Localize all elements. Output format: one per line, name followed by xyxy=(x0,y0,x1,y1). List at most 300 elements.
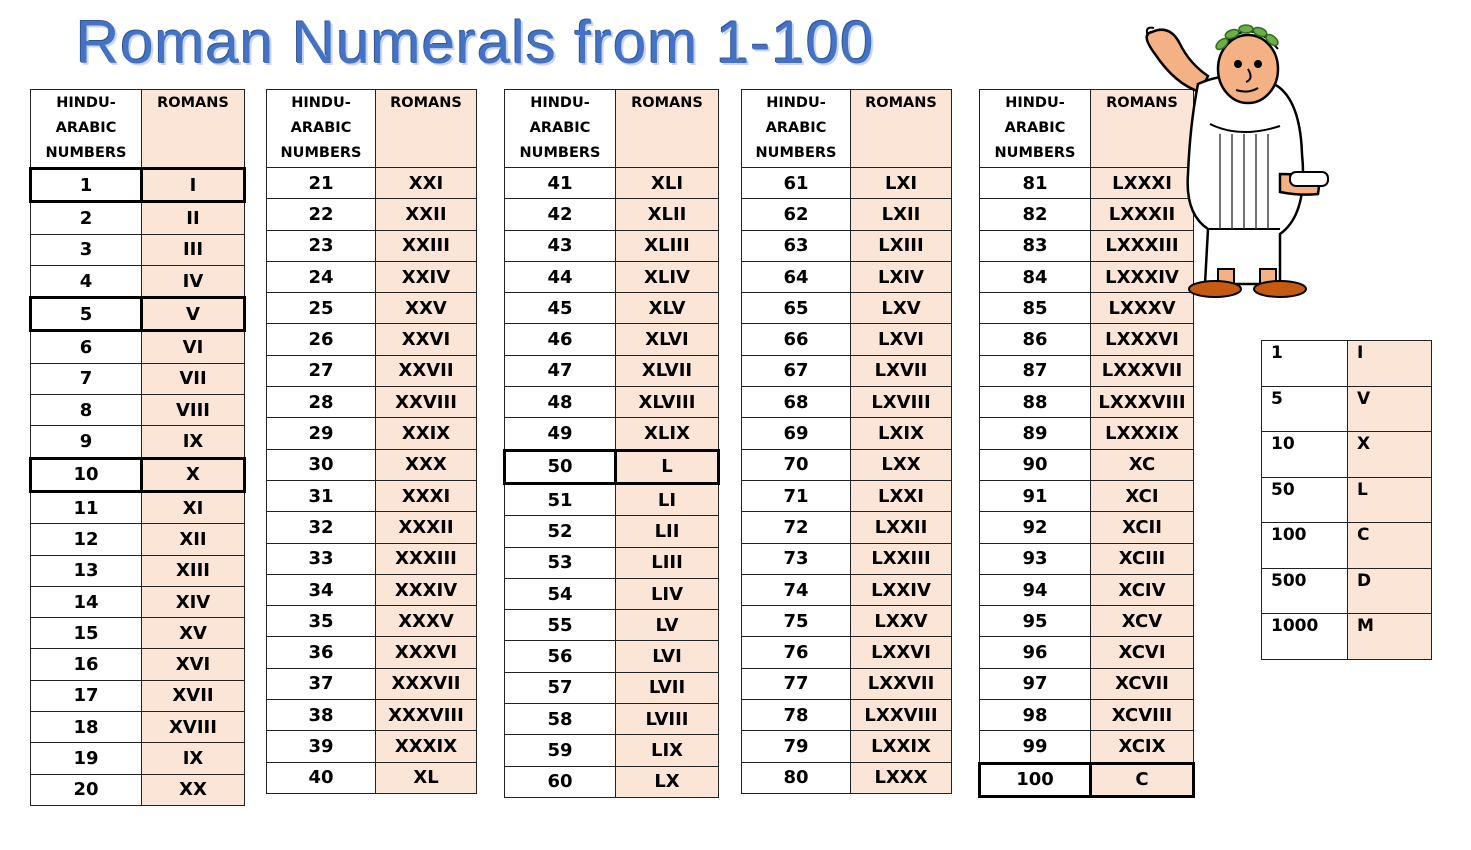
table-row xyxy=(267,199,477,230)
roman-cell: LV xyxy=(616,610,719,641)
arabic-cell: 14 xyxy=(31,586,142,617)
arabic-cell: 64 xyxy=(742,261,851,292)
roman-cell: I xyxy=(142,169,245,202)
roman-cell: XVII xyxy=(142,680,245,711)
roman-cell: XIV xyxy=(142,586,245,617)
roman-cell: XLV xyxy=(616,293,719,324)
arabic-cell: 91 xyxy=(980,480,1091,511)
roman-cell: XVIII xyxy=(142,712,245,743)
roman-cell: LXXVIII xyxy=(851,700,952,731)
table-row xyxy=(505,418,719,450)
table-row xyxy=(742,574,952,605)
arabic-cell: 97 xyxy=(980,668,1091,699)
roman-cell: XXX xyxy=(376,449,477,480)
arabic-cell: 16 xyxy=(31,649,142,680)
table-row xyxy=(742,324,952,355)
key-roman-cell: C xyxy=(1348,523,1432,569)
arabic-cell: 52 xyxy=(505,516,616,547)
table-row xyxy=(742,355,952,386)
roman-cell: LVI xyxy=(616,641,719,672)
roman-cell: LXXI xyxy=(851,480,952,511)
key-row xyxy=(1262,477,1432,523)
table-row xyxy=(267,355,477,386)
arabic-cell: 11 xyxy=(31,491,142,523)
arabic-cell: 48 xyxy=(505,387,616,418)
arabic-cell: 17 xyxy=(31,680,142,711)
table-row xyxy=(31,618,245,649)
table-row xyxy=(505,355,719,386)
table-row xyxy=(267,293,477,324)
key-table xyxy=(1261,340,1432,660)
table-row xyxy=(980,387,1194,418)
roman-cell: XCIII xyxy=(1091,543,1194,574)
table-row xyxy=(980,731,1194,763)
roman-cell: XXIX xyxy=(376,418,477,449)
key-arabic-cell: 1 xyxy=(1262,341,1348,387)
arabic-cell: 25 xyxy=(267,293,376,324)
table-row xyxy=(742,387,952,418)
table-row xyxy=(505,578,719,609)
table-header-row xyxy=(31,90,245,169)
table-row xyxy=(980,480,1194,511)
table-row xyxy=(267,449,477,480)
table-row xyxy=(505,735,719,766)
table-row xyxy=(505,450,719,483)
arabic-cell: 87 xyxy=(980,355,1091,386)
arabic-cell: 55 xyxy=(505,610,616,641)
table-row xyxy=(505,483,719,515)
arabic-cell: 13 xyxy=(31,555,142,586)
roman-cell: LXXII xyxy=(851,512,952,543)
numeral-table xyxy=(266,89,477,794)
table-row xyxy=(980,637,1194,668)
arabic-cell: 60 xyxy=(505,766,616,797)
table-row xyxy=(980,763,1194,796)
roman-cell: XXXVIII xyxy=(376,700,477,731)
roman-cell: VIII xyxy=(142,395,245,426)
roman-cell: XC xyxy=(1091,449,1194,480)
table-row xyxy=(31,774,245,805)
key-row xyxy=(1262,614,1432,660)
page-title: Roman Numerals from 1-100 xyxy=(76,9,875,76)
roman-cell: LXXIII xyxy=(851,543,952,574)
roman-cell: XII xyxy=(142,524,245,555)
header-arabic: HINDU- ARABIC NUMBERS xyxy=(505,90,616,168)
roman-cell: XXXI xyxy=(376,480,477,511)
table-row xyxy=(267,762,477,793)
table-row xyxy=(31,426,245,458)
arabic-cell: 1 xyxy=(31,169,142,202)
key-row xyxy=(1262,341,1432,387)
roman-cell: LXV xyxy=(851,293,952,324)
roman-cell: XLII xyxy=(616,199,719,230)
roman-cell: LXI xyxy=(851,168,952,199)
roman-cell: VI xyxy=(142,331,245,363)
table-row xyxy=(505,168,719,199)
arabic-cell: 80 xyxy=(742,762,851,793)
roman-cell: IX xyxy=(142,743,245,774)
roman-cell: IX xyxy=(142,426,245,458)
arabic-cell: 84 xyxy=(980,261,1091,292)
roman-cell: XLI xyxy=(616,168,719,199)
arabic-cell: 45 xyxy=(505,293,616,324)
table-row xyxy=(742,512,952,543)
roman-cell: XXXIX xyxy=(376,731,477,762)
arabic-cell: 56 xyxy=(505,641,616,672)
table-row xyxy=(742,230,952,261)
roman-cell: XCI xyxy=(1091,480,1194,511)
table-row xyxy=(267,606,477,637)
table-row xyxy=(31,265,245,297)
table-row xyxy=(980,324,1194,355)
roman-cell: XCII xyxy=(1091,512,1194,543)
arabic-cell: 96 xyxy=(980,637,1091,668)
table-row xyxy=(505,704,719,735)
table-row xyxy=(267,512,477,543)
arabic-cell: 27 xyxy=(267,355,376,386)
arabic-cell: 47 xyxy=(505,355,616,386)
key-roman-cell: I xyxy=(1348,341,1432,387)
table-row xyxy=(980,418,1194,449)
arabic-cell: 54 xyxy=(505,578,616,609)
table-row xyxy=(980,668,1194,699)
roman-cell: XXXVII xyxy=(376,668,477,699)
arabic-cell: 57 xyxy=(505,672,616,703)
roman-cell: XXVI xyxy=(376,324,477,355)
table-row xyxy=(267,637,477,668)
roman-cell: LVII xyxy=(616,672,719,703)
arabic-cell: 34 xyxy=(267,574,376,605)
table-row xyxy=(31,680,245,711)
numeral-table xyxy=(503,89,720,798)
table-row xyxy=(267,731,477,762)
table-row xyxy=(742,449,952,480)
roman-cell: XLVIII xyxy=(616,387,719,418)
table-row xyxy=(505,324,719,355)
header-roman: ROMANS xyxy=(376,90,477,168)
table-row xyxy=(31,586,245,617)
roman-cell: XXII xyxy=(376,199,477,230)
key-row xyxy=(1262,523,1432,569)
arabic-cell: 94 xyxy=(980,574,1091,605)
table-row xyxy=(505,641,719,672)
arabic-cell: 99 xyxy=(980,731,1091,763)
arabic-cell: 50 xyxy=(505,450,616,483)
table-row xyxy=(980,355,1194,386)
table-row xyxy=(742,606,952,637)
table-row xyxy=(980,512,1194,543)
arabic-cell: 51 xyxy=(505,483,616,515)
roman-cell: XCVIII xyxy=(1091,700,1194,731)
table-row xyxy=(267,387,477,418)
arabic-cell: 30 xyxy=(267,449,376,480)
roman-cell: XXXII xyxy=(376,512,477,543)
table-row xyxy=(31,712,245,743)
roman-cell: XCVII xyxy=(1091,668,1194,699)
roman-cell: XXXVI xyxy=(376,637,477,668)
arabic-cell: 35 xyxy=(267,606,376,637)
arabic-cell: 82 xyxy=(980,199,1091,230)
table-row xyxy=(742,418,952,449)
numeral-table xyxy=(29,89,246,806)
key-row xyxy=(1262,568,1432,614)
arabic-cell: 44 xyxy=(505,261,616,292)
roman-cell: LX xyxy=(616,766,719,797)
key-roman-cell: D xyxy=(1348,568,1432,614)
arabic-cell: 75 xyxy=(742,606,851,637)
key-arabic-cell: 100 xyxy=(1262,523,1348,569)
table-row xyxy=(31,524,245,555)
roman-cell: LI xyxy=(616,483,719,515)
arabic-cell: 36 xyxy=(267,637,376,668)
roman-cell: XX xyxy=(142,774,245,805)
header-roman: ROMANS xyxy=(1091,90,1194,168)
roman-cell: LXXXIV xyxy=(1091,261,1194,292)
table-row xyxy=(742,637,952,668)
arabic-cell: 70 xyxy=(742,449,851,480)
arabic-cell: 92 xyxy=(980,512,1091,543)
arabic-cell: 98 xyxy=(980,700,1091,731)
roman-cell: LXII xyxy=(851,199,952,230)
arabic-cell: 29 xyxy=(267,418,376,449)
table-row xyxy=(980,543,1194,574)
arabic-cell: 86 xyxy=(980,324,1091,355)
table-row xyxy=(267,418,477,449)
table-row xyxy=(267,574,477,605)
header-arabic: HINDU- ARABIC NUMBERS xyxy=(267,90,376,168)
arabic-cell: 65 xyxy=(742,293,851,324)
arabic-cell: 28 xyxy=(267,387,376,418)
roman-cell: LXVII xyxy=(851,355,952,386)
roman-cell: LXXXI xyxy=(1091,168,1194,199)
arabic-cell: 85 xyxy=(980,293,1091,324)
roman-cell: VII xyxy=(142,363,245,394)
arabic-cell: 6 xyxy=(31,331,142,363)
arabic-cell: 18 xyxy=(31,712,142,743)
roman-cell: XXI xyxy=(376,168,477,199)
arabic-cell: 100 xyxy=(980,763,1091,796)
arabic-cell: 67 xyxy=(742,355,851,386)
roman-cell: XXXIV xyxy=(376,574,477,605)
arabic-cell: 61 xyxy=(742,168,851,199)
roman-cell: XXIII xyxy=(376,230,477,261)
roman-cell: LXVI xyxy=(851,324,952,355)
table-row xyxy=(505,672,719,703)
arabic-cell: 49 xyxy=(505,418,616,450)
table-row xyxy=(505,547,719,578)
arabic-cell: 12 xyxy=(31,524,142,555)
key-roman-cell: M xyxy=(1348,614,1432,660)
table-row xyxy=(267,230,477,261)
arabic-cell: 21 xyxy=(267,168,376,199)
roman-man-icon xyxy=(1130,14,1330,299)
arabic-cell: 7 xyxy=(31,363,142,394)
table-row xyxy=(980,606,1194,637)
arabic-cell: 83 xyxy=(980,230,1091,261)
arabic-cell: 10 xyxy=(31,458,142,491)
table-row xyxy=(267,543,477,574)
roman-cell: LXXXIX xyxy=(1091,418,1194,449)
table-row xyxy=(505,610,719,641)
table-row xyxy=(267,324,477,355)
roman-cell: LXXVI xyxy=(851,637,952,668)
table-row xyxy=(505,516,719,547)
table-header-row xyxy=(742,90,952,168)
table-row xyxy=(31,202,245,234)
arabic-cell: 20 xyxy=(31,774,142,805)
roman-cell: LXXVII xyxy=(851,668,952,699)
table-row xyxy=(31,395,245,426)
roman-cell: XXXIII xyxy=(376,543,477,574)
roman-cell: XCVI xyxy=(1091,637,1194,668)
roman-cell: LXVIII xyxy=(851,387,952,418)
arabic-cell: 93 xyxy=(980,543,1091,574)
arabic-cell: 23 xyxy=(267,230,376,261)
table-row xyxy=(267,480,477,511)
arabic-cell: 89 xyxy=(980,418,1091,449)
key-roman-cell: L xyxy=(1348,477,1432,523)
header-roman: ROMANS xyxy=(142,90,245,169)
roman-cell: LIII xyxy=(616,547,719,578)
roman-cell: IV xyxy=(142,265,245,297)
key-arabic-cell: 10 xyxy=(1262,432,1348,478)
arabic-cell: 19 xyxy=(31,743,142,774)
table-header-row xyxy=(505,90,719,168)
arabic-cell: 42 xyxy=(505,199,616,230)
roman-cell: XXVII xyxy=(376,355,477,386)
roman-cell: XLIII xyxy=(616,230,719,261)
key-roman-cell: V xyxy=(1348,386,1432,432)
roman-cell: III xyxy=(142,234,245,265)
header-roman: ROMANS xyxy=(851,90,952,168)
arabic-cell: 90 xyxy=(980,449,1091,480)
roman-cell: II xyxy=(142,202,245,234)
arabic-cell: 66 xyxy=(742,324,851,355)
header-arabic: HINDU- ARABIC NUMBERS xyxy=(31,90,142,169)
arabic-cell: 37 xyxy=(267,668,376,699)
roman-cell: XCIX xyxy=(1091,731,1194,763)
roman-cell: LXXXVI xyxy=(1091,324,1194,355)
arabic-cell: 71 xyxy=(742,480,851,511)
arabic-cell: 74 xyxy=(742,574,851,605)
table-row xyxy=(742,261,952,292)
table-row xyxy=(505,766,719,797)
arabic-cell: 24 xyxy=(267,261,376,292)
arabic-cell: 31 xyxy=(267,480,376,511)
arabic-cell: 9 xyxy=(31,426,142,458)
roman-cell: LXXXII xyxy=(1091,199,1194,230)
key-row xyxy=(1262,386,1432,432)
key-arabic-cell: 1000 xyxy=(1262,614,1348,660)
roman-cell: XXV xyxy=(376,293,477,324)
table-row xyxy=(742,480,952,511)
roman-cell: XL xyxy=(376,762,477,793)
roman-cell: XIII xyxy=(142,555,245,586)
key-arabic-cell: 500 xyxy=(1262,568,1348,614)
roman-cell: LVIII xyxy=(616,704,719,735)
arabic-cell: 68 xyxy=(742,387,851,418)
table-row xyxy=(742,293,952,324)
arabic-cell: 2 xyxy=(31,202,142,234)
arabic-cell: 15 xyxy=(31,618,142,649)
table-row xyxy=(742,700,952,731)
key-row xyxy=(1262,432,1432,478)
roman-cell: XLVI xyxy=(616,324,719,355)
arabic-cell: 76 xyxy=(742,637,851,668)
table-row xyxy=(980,700,1194,731)
roman-cell: XXIV xyxy=(376,261,477,292)
table-row xyxy=(742,543,952,574)
roman-cell: LXXXVII xyxy=(1091,355,1194,386)
header-arabic: HINDU- ARABIC NUMBERS xyxy=(742,90,851,168)
roman-cell: XLIV xyxy=(616,261,719,292)
roman-cell: XXXV xyxy=(376,606,477,637)
table-row xyxy=(980,574,1194,605)
arabic-cell: 41 xyxy=(505,168,616,199)
roman-cell: LXXXV xyxy=(1091,293,1194,324)
roman-cell: XV xyxy=(142,618,245,649)
arabic-cell: 5 xyxy=(31,298,142,331)
table-row xyxy=(742,199,952,230)
roman-cell: XXVIII xyxy=(376,387,477,418)
roman-cell: LXXXIII xyxy=(1091,230,1194,261)
arabic-cell: 72 xyxy=(742,512,851,543)
arabic-cell: 33 xyxy=(267,543,376,574)
header-arabic: HINDU- ARABIC NUMBERS xyxy=(980,90,1091,168)
table-row xyxy=(267,261,477,292)
roman-cell: XLVII xyxy=(616,355,719,386)
table-row xyxy=(31,555,245,586)
table-row xyxy=(31,363,245,394)
arabic-cell: 46 xyxy=(505,324,616,355)
roman-cell: LXIII xyxy=(851,230,952,261)
table-header-row xyxy=(267,90,477,168)
table-row xyxy=(505,293,719,324)
arabic-cell: 8 xyxy=(31,395,142,426)
roman-cell: C xyxy=(1091,763,1194,796)
arabic-cell: 53 xyxy=(505,547,616,578)
table-row xyxy=(31,331,245,363)
arabic-cell: 88 xyxy=(980,387,1091,418)
table-row xyxy=(31,649,245,680)
roman-cell: LXXV xyxy=(851,606,952,637)
key-arabic-cell: 5 xyxy=(1262,386,1348,432)
table-row xyxy=(267,700,477,731)
table-row xyxy=(505,230,719,261)
roman-cell: LIV xyxy=(616,578,719,609)
table-row xyxy=(742,731,952,762)
arabic-cell: 3 xyxy=(31,234,142,265)
arabic-cell: 38 xyxy=(267,700,376,731)
table-row xyxy=(31,169,245,202)
arabic-cell: 22 xyxy=(267,199,376,230)
arabic-cell: 79 xyxy=(742,731,851,762)
arabic-cell: 32 xyxy=(267,512,376,543)
roman-cell: XCIV xyxy=(1091,574,1194,605)
roman-cell: LXXXVIII xyxy=(1091,387,1194,418)
table-row xyxy=(31,491,245,523)
roman-cell: LXXIX xyxy=(851,731,952,762)
table-row xyxy=(505,199,719,230)
table-row xyxy=(31,743,245,774)
roman-cell: LXXX xyxy=(851,762,952,793)
roman-cell: L xyxy=(616,450,719,483)
numeral-table xyxy=(741,89,952,794)
roman-cell: X xyxy=(142,458,245,491)
key-arabic-cell: 50 xyxy=(1262,477,1348,523)
arabic-cell: 69 xyxy=(742,418,851,449)
arabic-cell: 58 xyxy=(505,704,616,735)
